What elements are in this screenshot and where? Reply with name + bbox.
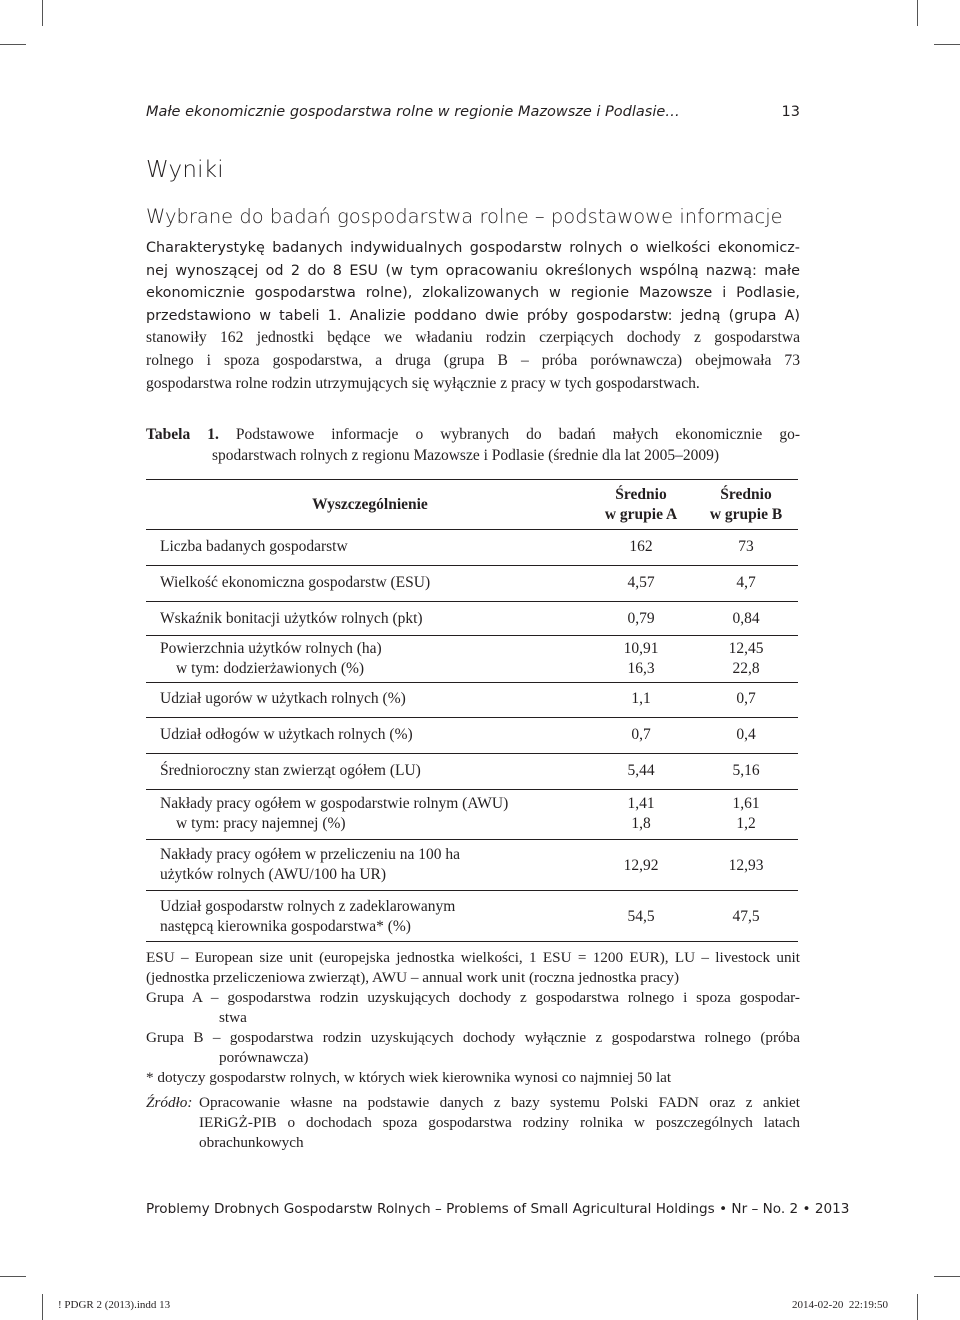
table-row-label: Wielkość ekonomiczna gospodarstw (ESU) <box>160 574 431 591</box>
table-notes <box>146 948 800 1088</box>
note-line: Grupa B – gospodarstwa rodzin uzyskujących dochody wyłącznie z gospodarstwa rolnego (próba <box>146 1029 800 1046</box>
paragraph-line: Charakterystykę badanych indywidualnych gospodarstw rolnych o wielkości ekonomicz- <box>146 240 800 256</box>
table-row-label: Udział odłogów w użytkach rolnych (%) <box>160 726 413 743</box>
table-cell-a: 4,57 <box>627 574 655 591</box>
table-cell-b: 5,16 <box>732 762 760 779</box>
caption-line <box>146 424 800 445</box>
note-line: ESU – European size unit (europejska jednostka wielkości, 1 ESU = 1200 EUR), LU – livestock unit <box>146 949 800 966</box>
table-cell-a-line: 1,41 <box>627 795 655 812</box>
table-row-label-line: w tym: pracy najemnej (%) <box>176 815 346 832</box>
table-rule <box>146 753 798 754</box>
header-col-b-line: w grupie B <box>709 506 783 523</box>
table-cell-b <box>696 639 796 679</box>
table-cell-b <box>696 794 796 834</box>
crop-mark <box>917 0 918 26</box>
source-line: obrachunkowych <box>199 1134 304 1151</box>
table-rule <box>146 565 798 566</box>
table-row-label <box>160 845 580 885</box>
paragraph-line: nej wynoszącej od 2 do 8 ESU (w tym opracowaniu określonych wspólną nazwą: małe <box>146 262 800 279</box>
header-col-a <box>586 485 696 525</box>
table-cell-b-line: 22,8 <box>732 660 760 677</box>
source-line: IERiGŻ-PIB o dochodach spoza gospodarstwa rodziny rolnika w poszczególnych latach <box>199 1114 800 1131</box>
note-line: (jednostka przeliczeniowa zwierząt), AWU – annual work unit (roczna jednostka pracy) <box>146 969 680 986</box>
header-col-a-line: w grupie A <box>604 506 678 523</box>
table-cell-a-line: 16,3 <box>627 660 655 677</box>
table-row-label-line: użytków rolnych (AWU/100 ha UR) <box>160 866 387 883</box>
running-head <box>146 104 800 126</box>
table-row-label-line: w tym: dodzierżawionych (%) <box>176 660 365 677</box>
caption-label: Tabela 1. <box>146 426 219 443</box>
table-row-label-line: następcą kierownika gospodarstwa* (%) <box>160 918 411 935</box>
table-rule <box>146 682 798 683</box>
note-line: Grupa A – gospodarstwa rodzin uzyskujących dochody z gospodarstwa rolnego i spoza gospodar- <box>146 989 800 1006</box>
table-cell-a: 54,5 <box>627 908 655 925</box>
table-cell-b: 12,93 <box>728 857 764 874</box>
table-row-label: Średnioroczny stan zwierząt ogółem (LU) <box>160 762 421 779</box>
paragraph-line: rolnego i spoza gospodarstwa, a druga (grupa B – próba porównawcza) obejmowała 73 <box>146 351 800 369</box>
crop-mark <box>42 0 43 26</box>
table-rule <box>146 717 798 718</box>
table-row-label: Udział ugorów w użytkach rolnych (%) <box>160 690 406 707</box>
table-cell-a: 12,92 <box>623 857 659 874</box>
table-row-label-line: Nakłady pracy ogółem w przeliczeniu na 100 ha <box>160 846 460 863</box>
header-col-a-line: Średnio <box>615 486 667 503</box>
crop-mark <box>934 1276 960 1277</box>
print-slug-file: ! PDGR 2 (2013).indd 13 <box>58 1299 171 1311</box>
table-cell-a-line: 1,8 <box>631 815 651 832</box>
intro-paragraph <box>146 237 800 395</box>
note-line: * dotyczy gospodarstw rolnych, w których wiek kierownika wynosi co najmniej 50 lat <box>146 1069 672 1086</box>
table-row-label: Liczba badanych gospodarstw <box>160 538 348 555</box>
table-cell-b: 73 <box>738 538 754 555</box>
table-cell-b-line: 1,61 <box>732 795 760 812</box>
table-row-label-line: Powierzchnia użytków rolnych (ha) <box>160 640 382 657</box>
page-number: 13 <box>781 104 800 120</box>
paragraph-line: ekonomicznie gospodarstwa rolne), zlokalizowanych w regionie Mazowsze i Podlasie, <box>146 285 800 302</box>
table-row-label <box>160 794 580 834</box>
running-head-title: Małe ekonomicznie gospodarstwa rolne w regionie Mazowsze i Podlasie… <box>146 104 680 120</box>
table-row-label-line: Nakłady pracy ogółem w gospodarstwie rolnym (AWU) <box>160 795 509 812</box>
table-row-label-line: Udział gospodarstw rolnych z zadeklarowanym <box>160 898 456 915</box>
table-rule <box>146 601 798 602</box>
header-col-b-line: Średnio <box>720 486 772 503</box>
crop-mark <box>917 1294 918 1320</box>
table-caption <box>146 424 800 466</box>
table-rule <box>146 890 798 891</box>
subsection-title: Wybrane do badań gospodarstwa rolne – podstawowe informacje <box>146 205 783 228</box>
crop-mark <box>0 44 26 45</box>
paragraph-line: przedstawiono w tabeli 1. Analizie poddano dwie próby gospodarstw: jedną (grupa A) <box>146 307 800 324</box>
table-cell-b: 0,4 <box>736 726 756 743</box>
table-rule <box>146 941 798 942</box>
table-row-label <box>160 897 580 937</box>
paragraph-line: stanowiły 162 jednostki będące we władaniu rodzin czerpiących dochody z gospodarstwa <box>146 329 800 347</box>
table-cell-b: 0,7 <box>736 690 756 707</box>
table-cell-a: 1,1 <box>631 690 651 707</box>
caption-line: spodarstwach rolnych z regionu Mazowsze i Podlasie (średnie dla lat 2005–2009) <box>212 447 720 464</box>
table-cell-b: 4,7 <box>736 574 756 591</box>
header-col-b <box>696 485 796 525</box>
section-title: Wyniki <box>146 157 224 183</box>
print-slug-date: 2014-02-20 <box>792 1299 844 1311</box>
table-cell-b-line: 12,45 <box>728 640 764 657</box>
table-cell-a <box>586 794 696 834</box>
table-cell-b: 0,84 <box>732 610 760 627</box>
note-line: porównawcza) <box>219 1049 309 1066</box>
table-rule <box>146 635 798 636</box>
table-rule <box>146 789 798 790</box>
print-slug-timestamp <box>792 1299 888 1311</box>
table-cell-b-line: 1,2 <box>736 815 756 832</box>
table-cell-a: 0,7 <box>631 726 651 743</box>
note-line: stwa <box>219 1009 247 1026</box>
caption-text: Podstawowe informacje o wybranych do badań małych ekonomicznie go- <box>235 426 800 443</box>
crop-mark <box>42 1294 43 1320</box>
table-rule <box>146 839 798 840</box>
table-rule <box>146 479 798 480</box>
table-cell-a <box>586 639 696 679</box>
table-rule <box>146 529 798 530</box>
table-row-label: Wskaźnik bonitacji użytków rolnych (pkt) <box>160 610 423 627</box>
paragraph-line: gospodarstwa rolne rodzin utrzymujących się wyłącznie z pracy w tych gospodarstwach. <box>146 374 700 392</box>
crop-mark <box>934 44 960 45</box>
table-cell-a: 162 <box>629 538 653 555</box>
source-line: Opracowanie własne na podstawie danych z bazy systemu Polski FADN oraz z ankiet <box>199 1094 800 1111</box>
table-cell-b: 47,5 <box>732 908 760 925</box>
table-cell-a-line: 10,91 <box>623 640 659 657</box>
journal-footer: Problemy Drobnych Gospodarstw Rolnych – Problems of Small Agricultural Holdings • Nr – No. 2 • 2013 <box>146 1201 850 1217</box>
table-row-label <box>160 639 580 679</box>
crop-mark <box>0 1276 26 1277</box>
table-cell-a: 5,44 <box>627 762 655 779</box>
table-cell-a: 0,79 <box>627 610 655 627</box>
source-label: Źródło: <box>146 1094 193 1111</box>
header-label: Wyszczególnienie <box>312 496 428 513</box>
print-slug-time: 22:19:50 <box>848 1299 888 1311</box>
source-text <box>199 1093 800 1153</box>
